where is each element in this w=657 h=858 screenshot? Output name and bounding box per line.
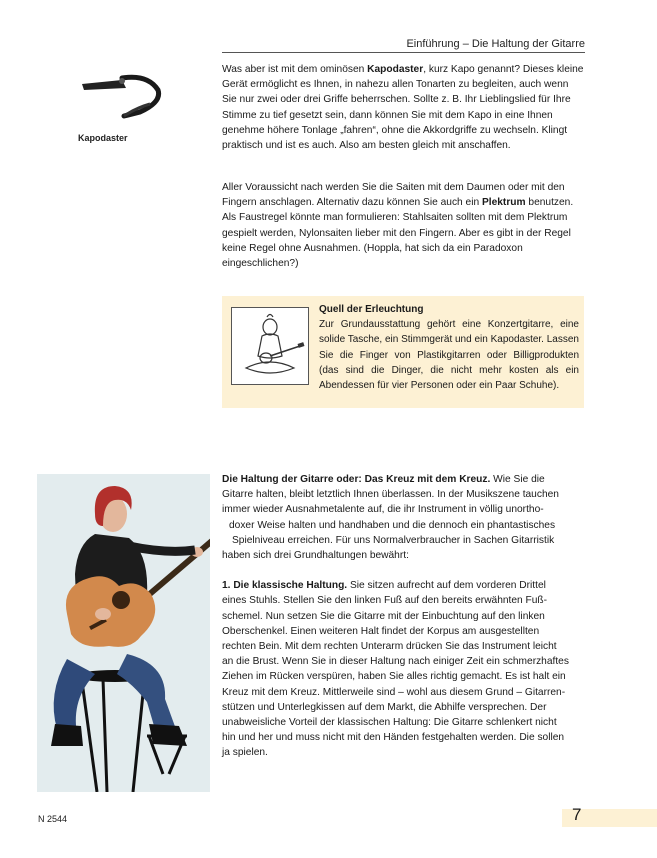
section-heading: Die Haltung der Gitarre oder: Das Kreuz mit dem Kreuz.	[222, 474, 491, 485]
text: Sie sitzen aufrecht auf dem vorderen Drittel	[347, 580, 546, 592]
page-number: 7	[572, 805, 582, 824]
tip-text	[319, 302, 579, 393]
term-kapodaster: Kapodaster	[367, 64, 424, 75]
text-line: Ziehen im Rücken verspüren, haben Sie alles richtig gemacht. Es ist halt ein	[222, 671, 566, 683]
text-line: Oberschenkel. Einen weiteren Halt findet der Korpus am ausgestellten	[222, 625, 540, 637]
text-line: eines Stuhls. Stellen Sie den linken Fuß auf den bereits erwähnten Fuß-	[222, 595, 548, 607]
buddha-guitar-icon	[231, 307, 309, 385]
text-line: hin und her und muss nicht mit den Händen festgehalten werden. Die sollen	[222, 732, 565, 744]
section-haltung	[222, 472, 584, 761]
text: Was aber ist mit dem ominösen	[222, 64, 368, 75]
text: Wie Sie die	[490, 474, 545, 485]
text-line: an die Brust. Wenn Sie in dieser Haltung nach einiger Zeit ein schmerzhaftes	[222, 656, 569, 668]
text: Aller Voraussicht nach werden Sie die Saiten mit dem Daumen oder mit den Fingern anschlagen. Alternativ dazu können Sie auch ein	[222, 182, 565, 209]
tip-body: Zur Grundausstattung gehört eine Konzertgitarre, eine solide Tasche, ein Stimmgerät und ein Kapodaster. Lassen Sie die Finger von Plastikgitarren oder Billigprodukten (das sind die Dinger, die nicht mehr kosten als ein Abendessen für vier Personen oder ein Paar Schuhe).	[319, 319, 579, 392]
text: , kurz Kapo genannt? Dieses kleine Gerät ermöglicht es Ihnen, in nahezu allen Tonarten zu begleiten, auch wenn Sie nur zwei oder drei Griffe beherrschen. Sollte z. B. Ihr Lieblingslied für Ihre Stimme zu tief gesetzt sein, dann können Sie mit dem Kapo in eine Ihnen genehme höhere Tonlage „fahren“, ohne die Akkordgriffe zu wechseln. Klingt praktisch und ist es auch. Also am besten gleich mit anschaffen.	[222, 64, 584, 152]
text-line: unabweisliche Vorteil der klassischen Haltung: Die Gitarre schlenkert nicht	[222, 717, 557, 729]
text-line: Kreuz mit dem Kreuz. Mittlerweile sind – wohl aus diesem Grund – Gitarren-	[222, 686, 566, 698]
term-plektrum: Plektrum	[481, 197, 526, 209]
text-line: schemel. Nun setzen Sie die Gitarre mit der Einbuchtung auf den linken	[222, 610, 545, 622]
text-line: Gitarre halten, bleibt letztlich Ihnen überlassen. In der Musikszene tauchen	[222, 489, 559, 501]
text-line: ja spielen.	[222, 747, 268, 759]
text-line: Spielniveau erreichen. Für uns Normalverbraucher in Sachen Gitarristik	[232, 534, 555, 546]
tip-title: Quell der Erleuchtung	[319, 304, 424, 315]
text-line: immer wieder Ausnahmetalente auf, die ihr Instrument in völlig unortho-	[222, 504, 544, 516]
text: benutzen. Als Faustregel könnte man formulieren: Stahlsaiten sollten mit dem Plektrum gespielt werden, Nylonsaiten lieber mit den Fingern. Aber es gibt in der Regel keine Regel ohne Ausnahmen. (Hoppla, hat sich da ein Paradoxon eingeschlichen?)	[222, 197, 574, 270]
section-lead	[222, 472, 584, 487]
paragraph-kapodaster	[222, 62, 584, 153]
edition-number: N 2544	[38, 814, 68, 824]
capo-image	[78, 68, 168, 120]
spacer	[222, 563, 584, 578]
text-line: haben sich drei Grundhaltungen bewährt:	[222, 550, 409, 562]
text-line: stützen und Unterlegkissen auf dem Markt, die Abhilfe versprechen. Der	[222, 701, 547, 713]
text-line: rechten Bein. Mit dem rechten Unterarm drücken Sie das Instrument leicht	[222, 641, 557, 653]
text-line: doxer Weise halten und handhaben und die dennoch ein phantastisches	[229, 519, 556, 531]
classic-heading: 1. Die klassische Haltung.	[222, 580, 348, 592]
guitarist-photo	[37, 474, 210, 792]
tip-box	[222, 296, 584, 408]
capo-caption: Kapodaster	[78, 133, 128, 143]
paragraph-plektrum	[222, 180, 584, 271]
classic-lead	[222, 578, 584, 593]
running-header: Einführung – Die Haltung der Gitarre	[222, 38, 585, 53]
